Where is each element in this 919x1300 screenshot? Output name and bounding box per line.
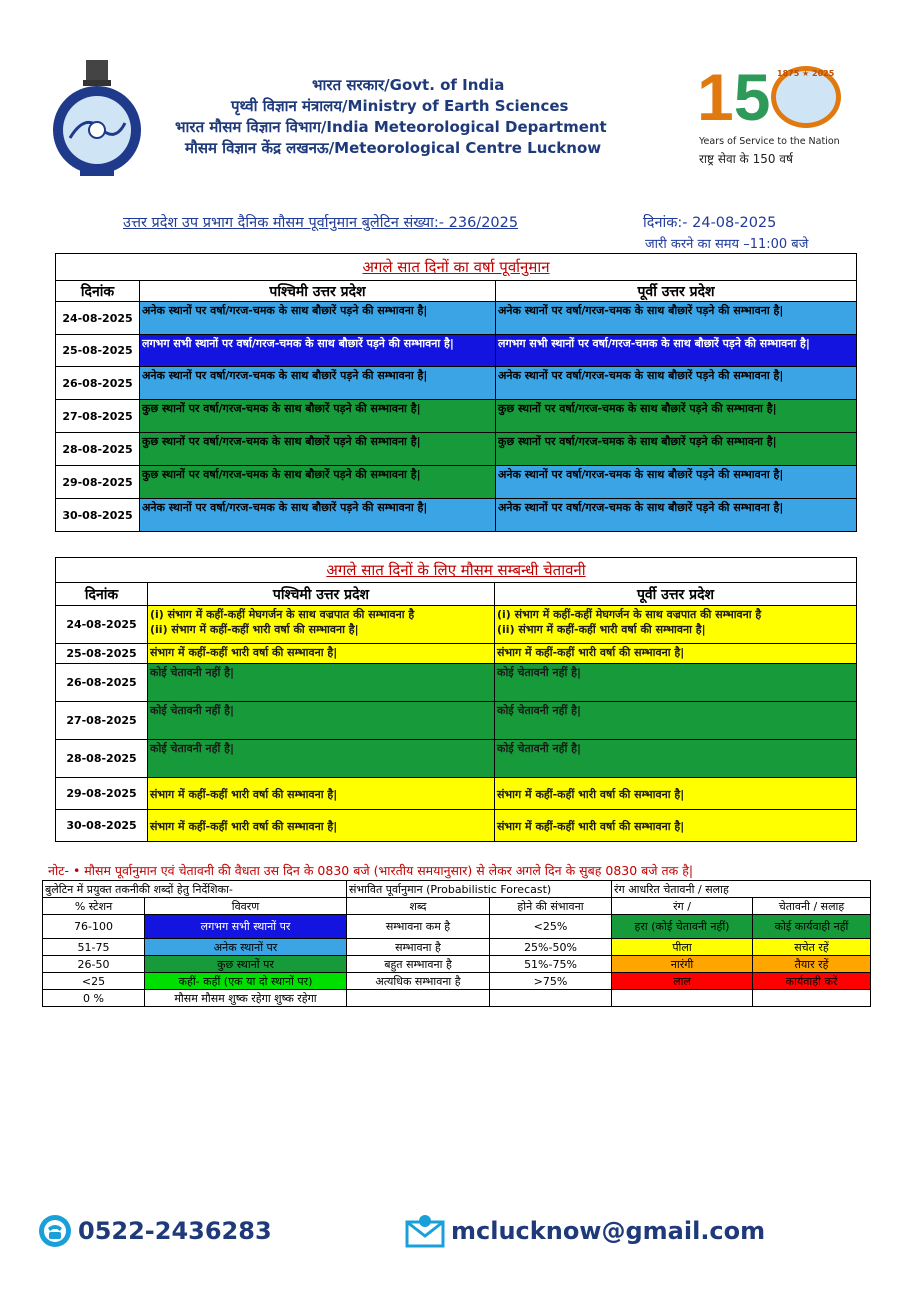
warning-east-line: संभाग में कहीं-कहीं भारी वर्षा की सम्भावना है| bbox=[497, 787, 685, 801]
logo-tagline-hi: राष्ट्र सेवा के 150 वर्ष bbox=[699, 152, 793, 166]
email-icon bbox=[405, 1214, 445, 1248]
warning-west-line: कोई चेतावनी नहीं है| bbox=[150, 742, 235, 755]
legend-advice: कोई कार्यवाही नहीं bbox=[753, 915, 871, 939]
legend-h-color: रंग / bbox=[612, 898, 753, 915]
logo-years: 1875 ★ 2025 bbox=[777, 69, 835, 78]
warning-west bbox=[148, 606, 495, 644]
legend-chance: 51%-75% bbox=[490, 956, 612, 973]
warn-col-east: पूर्वी उत्तर प्रदेश bbox=[495, 583, 857, 606]
warning-west bbox=[148, 810, 495, 842]
legend-desc: कहीं- कहीं (एक या दो स्थानों पर) bbox=[145, 973, 347, 990]
rain-west: कुछ स्थानों पर वर्षा/गरज-चमक के साथ बौछारें पड़ने की सम्भावना है| bbox=[140, 466, 496, 499]
warning-west-line: संभाग में कहीं-कहीं भारी वर्षा की सम्भावना है| bbox=[150, 787, 338, 801]
footer-email bbox=[405, 1214, 765, 1248]
rain-west: अनेक स्थानों पर वर्षा/गरज-चमक के साथ बौछारें पड़ने की सम्भावना है| bbox=[140, 302, 496, 335]
rain-east: अनेक स्थानों पर वर्षा/गरज-चमक के साथ बौछारें पड़ने की सम्भावना है| bbox=[496, 302, 857, 335]
rain-date: 25-08-2025 bbox=[56, 335, 140, 367]
legend-row bbox=[43, 915, 871, 939]
validity-note: नोट- • मौसम पूर्वानुमान एवं चेतावनी की वैधता उस दिन के 0830 बजे (भारतीय समयानुसार) से लेकर अगले दिन के सुबह 0830 बजे तक है| bbox=[48, 863, 694, 878]
warnings-caption: अगले सात दिनों के लिए मौसम सम्बन्धी चेतावनी bbox=[56, 558, 857, 583]
rain-col-date: दिनांक bbox=[56, 281, 140, 302]
rain-row bbox=[56, 400, 857, 433]
warning-west bbox=[148, 644, 495, 664]
warning-west-line: संभाग में कहीं-कहीं भारी वर्षा की सम्भावना है| bbox=[150, 646, 338, 659]
rain-east: कुछ स्थानों पर वर्षा/गरज-चमक के साथ बौछारें पड़ने की सम्भावना है| bbox=[496, 400, 857, 433]
logo-tagline-en: Years of Service to the Nation bbox=[699, 136, 840, 147]
rain-row bbox=[56, 499, 857, 532]
warn-col-west: पश्चिमी उत्तर प्रदेश bbox=[148, 583, 495, 606]
legend-desc: अनेक स्थानों पर bbox=[145, 939, 347, 956]
legend-h-chance: होने की संभावना bbox=[490, 898, 612, 915]
warning-date: 25-08-2025 bbox=[56, 644, 148, 664]
rain-date: 27-08-2025 bbox=[56, 400, 140, 433]
warning-east-line: संभाग में कहीं-कहीं भारी वर्षा की सम्भावना है| bbox=[497, 819, 685, 833]
rain-row bbox=[56, 466, 857, 499]
legend-prob-title: संभावित पूर्वानुमान (Probabilistic Forecast) bbox=[347, 881, 612, 898]
warning-row bbox=[56, 664, 857, 702]
warning-west-line: कोई चेतावनी नहीं है| bbox=[150, 704, 235, 717]
phone-number[interactable]: 0522-2436283 bbox=[78, 1217, 272, 1245]
warning-date: 30-08-2025 bbox=[56, 810, 148, 842]
warning-east bbox=[495, 702, 857, 740]
rain-west: कुछ स्थानों पर वर्षा/गरज-चमक के साथ बौछारें पड़ने की सम्भावना है| bbox=[140, 400, 496, 433]
legend-row bbox=[43, 990, 871, 1007]
rain-date: 30-08-2025 bbox=[56, 499, 140, 532]
rain-col-east: पूर्वी उत्तर प्रदेश bbox=[496, 281, 857, 302]
rain-east: लगभग सभी स्थानों पर वर्षा/गरज-चमक के साथ बौछारें पड़ने की सम्भावना है| bbox=[496, 335, 857, 367]
legend-advice: तैयार रहें bbox=[753, 956, 871, 973]
rain-west: लगभग सभी स्थानों पर वर्षा/गरज-चमक के साथ बौछारें पड़ने की सम्भावना है| bbox=[140, 335, 496, 367]
warning-row bbox=[56, 778, 857, 810]
warning-east bbox=[495, 778, 857, 810]
legend-station: 0 % bbox=[43, 990, 145, 1007]
legend-advice: सचेत रहें bbox=[753, 939, 871, 956]
bulletin-date: दिनांक:- 24-08-2025 bbox=[643, 215, 777, 231]
department-line: भारत मौसम विज्ञान विभाग/India Meteorological Department bbox=[175, 118, 607, 136]
rain-east: कुछ स्थानों पर वर्षा/गरज-चमक के साथ बौछारें पड़ने की सम्भावना है| bbox=[496, 433, 857, 466]
rain-forecast-caption: अगले सात दिनों का वर्षा पूर्वानुमान bbox=[56, 254, 857, 281]
rain-row bbox=[56, 367, 857, 400]
legend-desc: कुछ स्थानों पर bbox=[145, 956, 347, 973]
warning-date: 27-08-2025 bbox=[56, 702, 148, 740]
logo-number-5: 5 bbox=[733, 60, 771, 134]
rain-date: 29-08-2025 bbox=[56, 466, 140, 499]
warning-east bbox=[495, 644, 857, 664]
warning-west-line: (i) संभाग में कहीं-कहीं मेघगर्जन के साथ वज्रपात की सम्भावना है bbox=[150, 608, 415, 621]
legend-word: सम्भावना कम है bbox=[347, 915, 490, 939]
warning-west-line: संभाग में कहीं-कहीं भारी वर्षा की सम्भावना है| bbox=[150, 819, 338, 833]
warning-row bbox=[56, 644, 857, 664]
legend-color bbox=[612, 990, 753, 1007]
legend-advice: कार्यवाही करें bbox=[753, 973, 871, 990]
legend-h-station: % स्टेशन bbox=[43, 898, 145, 915]
warning-row bbox=[56, 606, 857, 644]
warn-col-date: दिनांक bbox=[56, 583, 148, 606]
150-years-logo bbox=[697, 60, 852, 169]
logo-number-1: 1 bbox=[697, 60, 734, 134]
legend-word: अत्यधिक सम्भावना है bbox=[347, 973, 490, 990]
rain-row bbox=[56, 302, 857, 335]
legend-row bbox=[43, 939, 871, 956]
legend-h-word: शब्द bbox=[347, 898, 490, 915]
legend-chance: >75% bbox=[490, 973, 612, 990]
warning-date: 24-08-2025 bbox=[56, 606, 148, 644]
issue-time: जारी करने का समय –11:00 बजे bbox=[645, 237, 809, 252]
warning-east-line: कोई चेतावनी नहीं है| bbox=[497, 704, 582, 717]
warning-row bbox=[56, 810, 857, 842]
legend-station: 76-100 bbox=[43, 915, 145, 939]
legend-color: लाल bbox=[612, 973, 753, 990]
warning-west bbox=[148, 664, 495, 702]
header-block bbox=[175, 75, 675, 159]
legend-chance bbox=[490, 990, 612, 1007]
legend-chance: 25%-50% bbox=[490, 939, 612, 956]
legend-station: <25 bbox=[43, 973, 145, 990]
footer-phone bbox=[38, 1214, 272, 1248]
warning-west bbox=[148, 778, 495, 810]
warning-row bbox=[56, 702, 857, 740]
legend-advice bbox=[753, 990, 871, 1007]
centre-line: मौसम विज्ञान केंद्र लखनऊ/Meteorological Centre Lucknow bbox=[185, 139, 602, 157]
legend-word: बहुत सम्भावना है bbox=[347, 956, 490, 973]
warning-west bbox=[148, 740, 495, 778]
rain-date: 24-08-2025 bbox=[56, 302, 140, 335]
rain-forecast-table bbox=[55, 253, 857, 532]
rain-east: अनेक स्थानों पर वर्षा/गरज-चमक के साथ बौछारें पड़ने की सम्भावना है| bbox=[496, 499, 857, 532]
legend-table bbox=[42, 880, 871, 1007]
rain-date: 26-08-2025 bbox=[56, 367, 140, 400]
warning-east bbox=[495, 664, 857, 702]
warning-date: 26-08-2025 bbox=[56, 664, 148, 702]
phone-icon bbox=[38, 1214, 72, 1248]
rain-west: कुछ स्थानों पर वर्षा/गरज-चमक के साथ बौछारें पड़ने की सम्भावना है| bbox=[140, 433, 496, 466]
warning-west-line: कोई चेतावनी नहीं है| bbox=[150, 666, 235, 679]
legend-desc: लगभग सभी स्थानों पर bbox=[145, 915, 347, 939]
rain-west: अनेक स्थानों पर वर्षा/गरज-चमक के साथ बौछारें पड़ने की सम्भावना है| bbox=[140, 367, 496, 400]
legend-station: 51-75 bbox=[43, 939, 145, 956]
legend-color: पीला bbox=[612, 939, 753, 956]
legend-desc: मौसम मौसम शुष्क रहेगा शुष्क रहेगा bbox=[145, 990, 347, 1007]
ministry-line: पृथ्वी विज्ञान मंत्रालय/Ministry of Earth Sciences bbox=[231, 97, 569, 115]
legend-station: 26-50 bbox=[43, 956, 145, 973]
rain-col-west: पश्चिमी उत्तर प्रदेश bbox=[140, 281, 496, 302]
legend-color: नारंगी bbox=[612, 956, 753, 973]
bulletin-title: उत्तर प्रदेश उप प्रभाग दैनिक मौसम पूर्वानुमान बुलेटिन संख्या:- 236/2025 bbox=[123, 215, 519, 231]
email-address[interactable]: mclucknow@gmail.com bbox=[451, 1217, 766, 1245]
govt-line: भारत सरकार/Govt. of India bbox=[312, 76, 505, 94]
rain-row bbox=[56, 433, 857, 466]
legend-chance: <25% bbox=[490, 915, 612, 939]
warning-east-line: संभाग में कहीं-कहीं भारी वर्षा की सम्भावना है| bbox=[497, 646, 685, 659]
rain-row bbox=[56, 335, 857, 367]
legend-guide-title: बुलेटिन में प्रयुक्त तकनीकी शब्दों हेतु निर्देशिका- bbox=[43, 881, 347, 898]
warning-west bbox=[148, 702, 495, 740]
warning-east-line: (ii) संभाग में कहीं-कहीं भारी वर्षा की सम्भावना है| bbox=[497, 623, 706, 636]
warning-east bbox=[495, 810, 857, 842]
warnings-table bbox=[55, 557, 857, 842]
legend-h-desc: विवरण bbox=[145, 898, 347, 915]
legend-h-advice: चेतावनी / सलाह bbox=[753, 898, 871, 915]
legend-color: हरा (कोई चेतावनी नहीं) bbox=[612, 915, 753, 939]
legend-color-title: रंग आधरित चेतावनी / सलाह bbox=[612, 881, 871, 898]
warning-east-line: कोई चेतावनी नहीं है| bbox=[497, 666, 582, 679]
legend-word: सम्भावना है bbox=[347, 939, 490, 956]
warning-west-line: (ii) संभाग में कहीं-कहीं भारी वर्षा की सम्भावना है| bbox=[150, 623, 359, 636]
warning-east bbox=[495, 606, 857, 644]
imd-emblem-logo bbox=[50, 58, 145, 178]
rain-west: अनेक स्थानों पर वर्षा/गरज-चमक के साथ बौछारें पड़ने की सम्भावना है| bbox=[140, 499, 496, 532]
legend-row bbox=[43, 956, 871, 973]
warning-row bbox=[56, 740, 857, 778]
warning-date: 28-08-2025 bbox=[56, 740, 148, 778]
rain-date: 28-08-2025 bbox=[56, 433, 140, 466]
rain-east: अनेक स्थानों पर वर्षा/गरज-चमक के साथ बौछारें पड़ने की सम्भावना है| bbox=[496, 466, 857, 499]
legend-row bbox=[43, 973, 871, 990]
warning-east-line: कोई चेतावनी नहीं है| bbox=[497, 742, 582, 755]
legend-word bbox=[347, 990, 490, 1007]
warning-east-line: (i) संभाग में कहीं-कहीं मेघगर्जन के साथ वज्रपात की सम्भावना है bbox=[497, 608, 762, 621]
rain-east: अनेक स्थानों पर वर्षा/गरज-चमक के साथ बौछारें पड़ने की सम्भावना है| bbox=[496, 367, 857, 400]
warning-date: 29-08-2025 bbox=[56, 778, 148, 810]
warning-east bbox=[495, 740, 857, 778]
